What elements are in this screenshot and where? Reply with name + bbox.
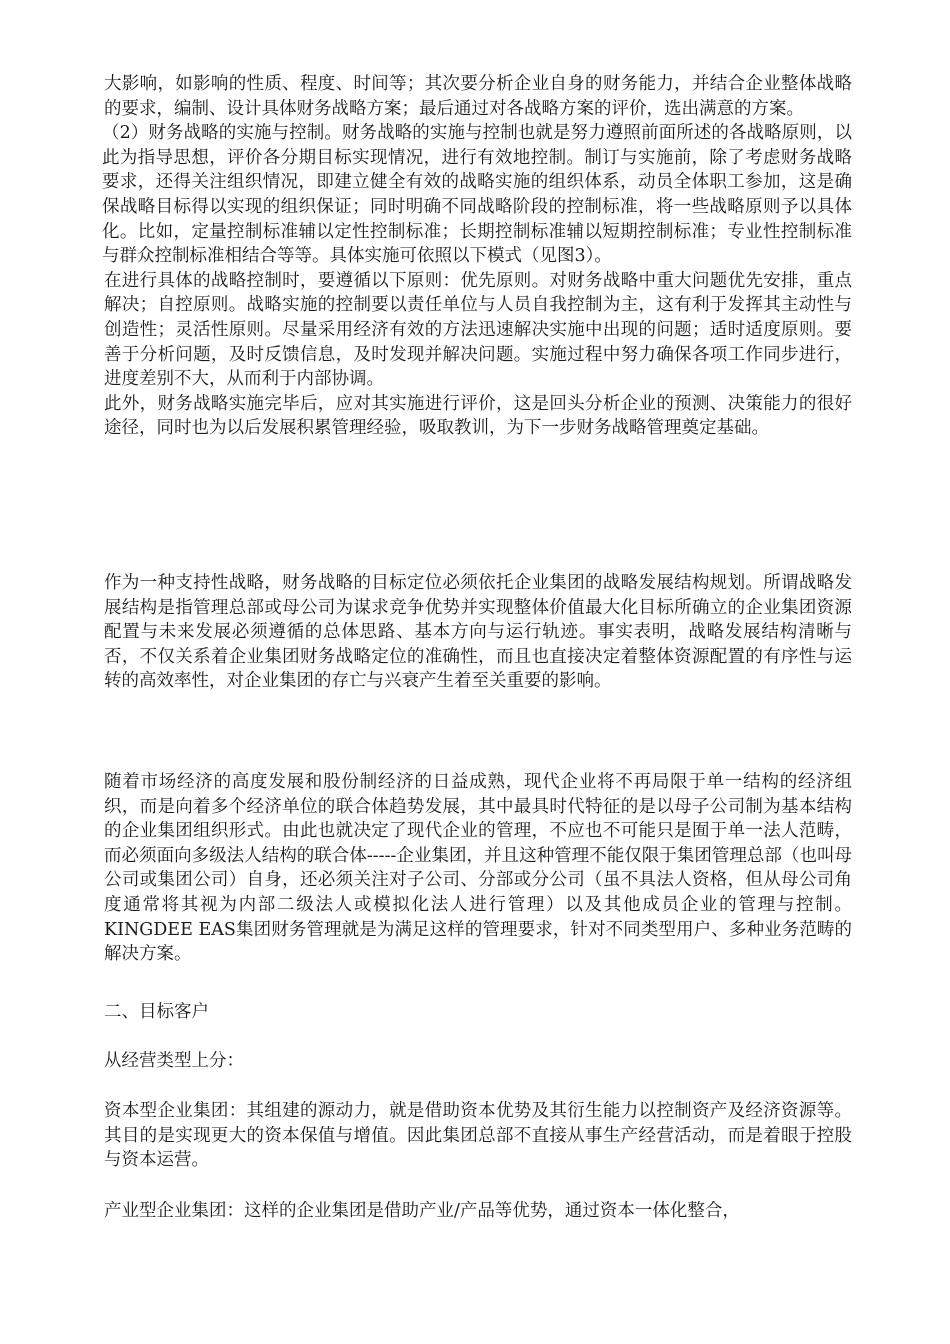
paragraph-2: （2）财务战略的实施与控制。财务战略的实施与控制也就是努力遵照前面所述的各战略原则，以此为指导思想，评价各分期目标实现情况，进行有效地控制。制订与实施前，除了考虑财务战略要求，还得关注组织情况，即建立健全有效的战略实施的组织体系，动员全体职工参加，这是确保战略目标得以实现的组织保证；同时明确不同战略阶段的控制标准，将一些战略原则予以具体化。比如，定量控制标准辅以定性控制标准；长期控制标准辅以短期控制标准；专业性控制标准与群众控制标准相结合等等。具体实施可依照以下模式（见图3）。 [102,123,852,267]
paragraph-block-5 [104,1199,852,1224]
paragraph-1: 大影响，如影响的性质、程度、时间等；其次要分析企业自身的财务能力，并结合企业整体战略的要求，编制、设计具体财务战略方案；最后通过对各战略方案的评价，选出满意的方案。 [104,74,852,119]
paragraph-9: 产业型企业集团：这样的企业集团是借助产业/产品等优势，通过资本一体化整合， [104,1201,740,1221]
subheading-block [104,1049,852,1074]
paragraph-5: 作为一种支持性战略，财务战略的目标定位必须依托企业集团的战略发展结构规划。所谓战略发展结构是指管理总部或母公司为谋求竞争优势并实现整体价值最大化目标所确立的企业集团资源配置与未来发展必须遵循的总体思路、基本方向与运行轨迹。事实表明，战略发展结构清晰与否，不仅关系着企业集团财务战略定位的准确性，而且也直接决定着整体资源配置的有序性与运转的高效率性，对企业集团的存亡与兴衰产生着至关重要的影响。 [104,573,852,692]
paragraph-6: 随着市场经济的高度发展和股份制经济的日益成熟，现代企业将不再局限于单一结构的经济组织，而是向着多个经济单位的联合体趋势发展，其中最具时代特征的是以母子公司制为基本结构的企业集团组织形式。由此也就决定了现代企业的管理，不应也不可能只是囿于单一法人范畴，而必须面向多级法人结构的联合体-----企业集团，并且这种管理不能仅限于集团管理总部（也叫母公司或集团公司）自身，还必须关注对子公司、分部或分公司（虽不具法人资格，但从母公司角度通常将其视为内部二级法人或模拟化法人进行管理）以及其他成员企业的管理与控制。KINGDEE EAS集团财务管理就是为满足这样的管理要求，针对不同类型用户、多种业务范畴的解决方案。 [104,772,852,965]
heading-target-customers: 二、目标客户 [104,1002,209,1022]
paragraph-block-2 [104,571,852,694]
paragraph-block-1 [104,72,852,441]
paragraph-4: 此外，财务战略实施完毕后，应对其实施进行评价，这是回头分析企业的预测、决策能力的很好途径，同时也为以后发展积累管理经验，吸取教训，为下一步财务战略管理奠定基础。 [104,393,852,439]
paragraph-block-3 [104,770,852,967]
section-heading [104,1000,852,1025]
paragraph-3: 在进行具体的战略控制时，要遵循以下原则：优先原则。对财务战略中重大问题优先安排，重点解决；自控原则。战略实施的控制要以责任单位与人员自我控制为主，这有利于发挥其主动性与创造性；灵活性原则。尽量采用经济有效的方法迅速解决实施中出现的问题；适时适度原则。要善于分析问题，及时反馈信息，及时发现并解决问题。实施过程中努力确保各项工作同步进行，进度差别不大，从而利于内部协调。 [104,270,852,390]
paragraph-7: 从经营类型上分： [104,1051,244,1071]
paragraph-8: 资本型企业集团：其组建的源动力，就是借助资本优势及其衍生能力以控制资产及经济资源等。其目的是实现更大的资本保值与增值。因此集团总部不直接从事生产经营活动，而是着眼于控股与资本运营。 [104,1101,852,1171]
paragraph-block-4 [104,1099,852,1173]
